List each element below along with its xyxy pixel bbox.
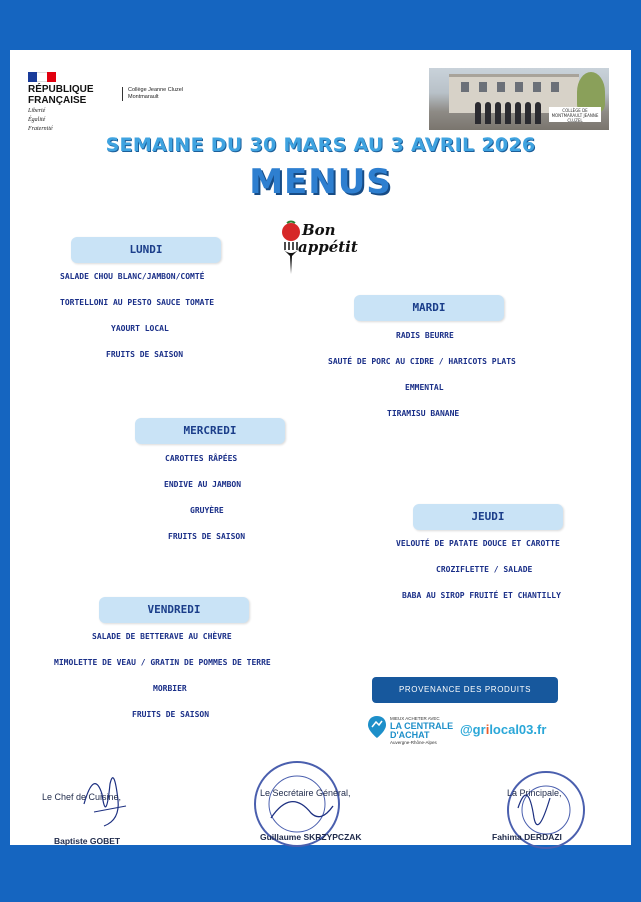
school-photo	[429, 68, 609, 130]
bon-appetit-line-1: Bon	[302, 221, 336, 239]
signature-role-principale: La Principale,	[507, 788, 562, 798]
menu-item-jeudi-2: CROZIFLETTE / SALADE	[436, 565, 533, 574]
map-pin-icon	[368, 716, 386, 738]
menu-item-lundi-4: FRUITS DE SAISON	[106, 350, 184, 359]
bon-appetit-line-2: appétit	[298, 238, 358, 256]
menu-item-vendredi-3: MORBIER	[153, 684, 187, 693]
agrilocal-suffix: local03.fr	[489, 722, 547, 737]
menu-item-lundi-3: YAOURT LOCAL	[111, 324, 169, 333]
college-name	[122, 87, 183, 101]
centrale-name	[390, 722, 453, 740]
centrale-achat-logo	[368, 714, 458, 748]
motto-egalite: Égalité	[28, 117, 46, 123]
school-sign: COLLÈGE DE MONTMARAULT JEANNE CLUZEL	[549, 107, 601, 122]
menu-item-lundi-2: TORTELLONI AU PESTO SAUCE TOMATE	[60, 298, 215, 307]
menu-item-vendredi-4: FRUITS DE SAISON	[132, 710, 210, 719]
menu-item-mardi-3: EMMENTAL	[405, 383, 444, 392]
republic-name-line-2: FRANÇAISE	[28, 95, 87, 106]
provenance-banner: PROVENANCE DES PRODUITS	[372, 677, 558, 703]
day-header-mardi: MARDI	[354, 295, 504, 321]
signature-name-secretaire: Guillaume SKRZYPCZAK	[260, 832, 362, 842]
signature-role-chef: Le Chef de Cuisine,	[42, 792, 122, 802]
day-header-jeudi: JEUDI	[413, 504, 563, 530]
menu-item-mercredi-1: CAROTTES RÂPÉES	[165, 454, 238, 463]
menu-item-mardi-2: SAUTÉ DE PORC AU CIDRE / HARICOTS PLATS	[328, 357, 516, 366]
bon-appetit-logo	[278, 218, 368, 276]
agrilocal-prefix: @gr	[460, 722, 486, 737]
agrilocal-i: i	[485, 722, 490, 737]
centrale-name-line-1: LA CENTRALE	[390, 721, 454, 731]
republic-name-line-1: RÉPUBLIQUE	[28, 84, 94, 95]
menu-item-vendredi-2: MIMOLETTE DE VEAU / GRATIN DE POMMES DE TERRE	[54, 658, 271, 667]
day-header-vendredi: VENDREDI	[99, 597, 249, 623]
day-header-mercredi: MERCREDI	[135, 418, 285, 444]
french-flag-icon	[28, 72, 56, 82]
menu-item-mardi-1: RADIS BEURRE	[396, 331, 454, 340]
bon-appetit-text	[298, 221, 358, 256]
day-header-lundi: LUNDI	[71, 237, 221, 263]
motto-liberte: Liberté	[28, 108, 46, 114]
centrale-tagline: MIEUX ACHETER AVEC	[390, 716, 440, 721]
signature-name-chef: Baptiste GOBET	[54, 836, 121, 846]
agrilocal-logo	[460, 722, 546, 737]
centrale-name-line-2: D'ACHAT	[390, 730, 430, 740]
republique-francaise-logo	[28, 72, 123, 133]
menu-item-mercredi-2: ENDIVE AU JAMBON	[164, 480, 242, 489]
menu-item-mercredi-4: FRUITS DE SAISON	[168, 532, 246, 541]
menu-item-jeudi-1: VELOUTÉ DE PATATE DOUCE ET CAROTTE	[396, 539, 560, 548]
menus-title: MENUS	[249, 162, 392, 202]
tree	[577, 72, 605, 112]
signature-role-secretaire: Le Secrétaire Général,	[260, 788, 351, 798]
menu-item-mercredi-3: GRUYÈRE	[190, 506, 224, 515]
signature-name-principale: Fahima DERDAZI	[492, 832, 562, 842]
menu-item-lundi-1: SALADE CHOU BLANC/JAMBON/COMTÉ	[60, 272, 205, 281]
menu-item-vendredi-1: SALADE DE BETTERAVE AU CHÈVRE	[92, 632, 232, 641]
week-title: SEMAINE DU 30 MARS AU 3 AVRIL 2026	[105, 134, 536, 156]
centrale-region: Auvergne-Rhône-Alpes	[390, 740, 437, 745]
motto-fraternite: Fraternité	[28, 126, 53, 132]
college-name-line-1: Collège Jeanne Cluzel	[128, 87, 184, 93]
college-name-line-2: Montmarault	[128, 94, 159, 100]
menu-page	[10, 50, 631, 845]
menu-item-mardi-4: TIRAMISU BANANE	[387, 409, 460, 418]
menu-item-jeudi-3: BABA AU SIROP FRUITÉ ET CHANTILLY	[402, 591, 561, 600]
